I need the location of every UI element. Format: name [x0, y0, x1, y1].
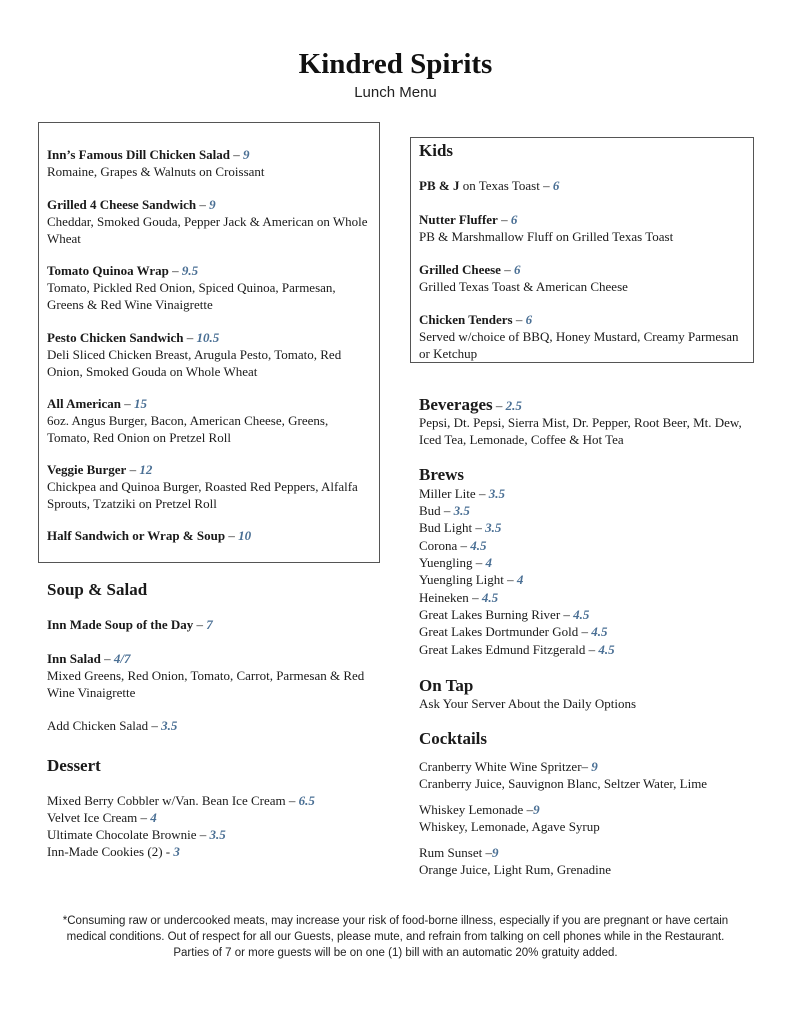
menu-item: PB & J on Texas Toast – 6 [419, 178, 560, 193]
item-name: Chicken Tenders [419, 312, 513, 327]
item-name: PB & J [419, 178, 460, 193]
item-price: 4 [150, 810, 157, 825]
menu-subtitle: Lunch Menu [354, 84, 437, 101]
item-name: Cranberry White Wine Spritzer [419, 759, 582, 774]
item-price: 6 [510, 212, 518, 227]
item-price: 4.5 [470, 538, 487, 553]
item-description: Romaine, Grapes & Walnuts on Croissant [47, 164, 265, 179]
section-heading: Cocktails [419, 729, 487, 748]
item-price: 7 [206, 617, 213, 632]
item-name: Nutter Fluffer [419, 212, 498, 227]
brew-item: Heineken – 4.5 [419, 590, 499, 605]
menu-item: Inn Salad – 4/7 Mixed Greens, Red Onion, Tomato, Carrot, Parmesan & Red Wine Vinaigrette [47, 650, 377, 701]
item-name: Inn Salad [47, 651, 101, 666]
item-price: 4.5 [591, 624, 608, 639]
item-description: Whiskey, Lemonade, Agave Syrup [419, 819, 600, 834]
item-price: 6.5 [298, 793, 315, 808]
item-name: Ultimate Chocolate Brownie [47, 827, 197, 842]
item-price: 4.5 [481, 590, 499, 605]
item-name: Tomato Quinoa Wrap [47, 263, 169, 278]
menu-item: Nutter Fluffer – 6 PB & Marshmallow Fluff on Grilled Texas Toast [419, 211, 749, 245]
footer-line: medical conditions. Out of respect for all our Guests, please mute, and refrain from talking on cell phones while in the Restaurant. [66, 931, 725, 943]
menu-item: Half Sandwich or Wrap & Soup – 10 [47, 528, 252, 543]
item-price: 12 [139, 462, 153, 477]
item-description: Served w/choice of BBQ, Honey Mustard, Creamy Parmesan or Ketchup [419, 329, 739, 361]
brew-item: Great Lakes Edmund Fitzgerald – 4.5 [419, 642, 615, 657]
item-name: Velvet Ice Cream [47, 810, 138, 825]
footer-disclaimer [20, 913, 771, 961]
menu-item: Grilled Cheese – 6 Grilled Texas Toast & American Cheese [419, 261, 749, 295]
item-price: 9 [533, 802, 540, 817]
menu-item: Veggie Burger – 12 Chickpea and Quinoa Burger, Roasted Red Peppers, Alfalfa Sprouts, Tzatziki on Pretzel Roll [47, 461, 373, 512]
brew-item: Great Lakes Burning River – 4.5 [419, 607, 590, 622]
item-price: 6 [552, 178, 560, 193]
item-price: 15 [134, 396, 148, 411]
item-price: 3.5 [161, 718, 178, 733]
menu-item: All American – 15 6oz. Angus Burger, Bacon, American Cheese, Greens, Tomato, Red Onion on Pretzel Roll [47, 395, 373, 446]
item-name: All American [47, 396, 122, 411]
item-name: Half Sandwich or Wrap & Soup [47, 528, 226, 543]
brew-item: Yuengling – 4 [419, 555, 492, 570]
menu-item: Inn’s Famous Dill Chicken Salad – 9 Romaine, Grapes & Walnuts on Croissant [47, 146, 373, 180]
cocktail-item: Cranberry White Wine Spritzer– 9 Cranberry Juice, Sauvignon Blanc, Seltzer Water, Lime [419, 758, 764, 792]
item-description: Pepsi, Dt. Pepsi, Sierra Mist, Dr. Pepper, Root Beer, Mt. Dew, Iced Tea, Lemonade, Coffee & Hot Tea [419, 415, 742, 447]
dessert-item: Inn-Made Cookies (2) - 3 [47, 844, 180, 859]
item-price: 3.5 [209, 827, 226, 842]
item-description: PB & Marshmallow Fluff on Grilled Texas Toast [419, 229, 674, 244]
item-name: Inn-Made Cookies (2) [47, 844, 163, 859]
item-description: Orange Juice, Light Rum, Grenadine [419, 862, 612, 877]
brew-item: Yuengling Light – 4 [419, 572, 524, 587]
item-description: Deli Sliced Chicken Breast, Arugula Pesto, Tomato, Red Onion, Smoked Gouda on Whole Wheat [47, 347, 342, 379]
item-description: Cranberry Juice, Sauvignon Blanc, Seltzer Water, Lime [419, 776, 708, 791]
item-price: 9 [243, 147, 250, 162]
item-price: 4 [516, 572, 524, 587]
menu-item: Tomato Quinoa Wrap – 9.5 Tomato, Pickled Red Onion, Spiced Quinoa, Parmesan, Greens & Red Wine Vinaigrette [47, 262, 373, 313]
item-description: Chickpea and Quinoa Burger, Roasted Red Peppers, Alfalfa Sprouts, Tzatziki on Pretzel Roll [47, 479, 358, 511]
item-name: Grilled 4 Cheese Sandwich [47, 197, 197, 212]
item-price: 9 [209, 197, 216, 212]
item-price: 4/7 [113, 651, 131, 666]
item-price: 9 [491, 845, 499, 860]
item-price: 10 [238, 528, 252, 543]
item-price: 3 [173, 844, 180, 859]
item-description: Mixed Greens, Red Onion, Tomato, Carrot, Parmesan & Red Wine Vinaigrette [47, 668, 365, 700]
item-price: 6 [525, 312, 533, 327]
brew-item: Corona – 4.5 [419, 538, 487, 553]
item-price: 3.5 [485, 520, 502, 535]
footer-line: *Consuming raw or undercooked meats, may increase your risk of food-borne illness, especially if you are pregnant or have certain [62, 915, 729, 927]
brew-item: Bud – 3.5 [419, 503, 470, 518]
beverages-section: Beverages – 2.5 Pepsi, Dt. Pepsi, Sierra Mist, Dr. Pepper, Root Beer, Mt. Dew, Iced Tea, Lemonade, Coffee & Hot Tea [419, 396, 759, 448]
footer-line: Parties of 7 or more guests will be on one (1) bill with an automatic 20% gratuity added. [173, 947, 618, 959]
menu-item: Inn Made Soup of the Day – 7 [47, 617, 213, 632]
dessert-item: Mixed Berry Cobbler w/Van. Bean Ice Cream – 6.5 [47, 793, 315, 808]
item-price: 4.5 [573, 607, 590, 622]
addon-item: Add Chicken Salad – 3.5 [47, 718, 178, 733]
item-price: 4 [485, 555, 492, 570]
dessert-item: Velvet Ice Cream – 4 [47, 810, 157, 825]
item-name: Whiskey Lemonade [419, 802, 524, 817]
section-heading: Soup & Salad [47, 580, 148, 599]
section-heading: Beverages [419, 395, 493, 414]
item-price: 3.5 [488, 486, 505, 501]
menu-item: Grilled 4 Cheese Sandwich – 9 Cheddar, Smoked Gouda, Pepper Jack & American on Whole Wheat [47, 196, 373, 247]
on-tap-description: Ask Your Server About the Daily Options [419, 696, 637, 711]
brew-item: Bud Light – 3.5 [419, 520, 502, 535]
item-description: Cheddar, Smoked Gouda, Pepper Jack & American on Whole Wheat [47, 214, 368, 246]
brew-item: Miller Lite – 3.5 [419, 486, 505, 501]
restaurant-title: Kindred Spirits [298, 48, 493, 80]
item-description: 6oz. Angus Burger, Bacon, American Cheese, Greens, Tomato, Red Onion on Pretzel Roll [47, 413, 329, 445]
item-name: Pesto Chicken Sandwich [47, 330, 184, 345]
cocktail-item: Rum Sunset –9 Orange Juice, Light Rum, Grenadine [419, 844, 764, 878]
menu-item: Chicken Tenders – 6 Served w/choice of BBQ, Honey Mustard, Creamy Parmesan or Ketchup [419, 311, 749, 362]
item-price: 9.5 [181, 263, 199, 278]
section-heading: On Tap [419, 676, 474, 695]
item-price: 3.5 [453, 503, 470, 518]
item-name: Inn Made Soup of the Day [47, 617, 194, 632]
item-price: 4.5 [598, 642, 615, 657]
section-heading: Dessert [47, 756, 101, 775]
item-price: 6 [513, 262, 521, 277]
item-name: Grilled Cheese [419, 262, 501, 277]
item-description: Tomato, Pickled Red Onion, Spiced Quinoa, Parmesan, Greens & Red Wine Vinaigrette [47, 280, 336, 312]
section-heading: Kids [419, 141, 454, 160]
dessert-item: Ultimate Chocolate Brownie – 3.5 [47, 827, 226, 842]
item-price: 10.5 [196, 330, 220, 345]
item-price: 2.5 [505, 398, 522, 413]
section-heading: Brews [419, 465, 465, 484]
cocktail-item: Whiskey Lemonade –9 Whiskey, Lemonade, Agave Syrup [419, 801, 764, 835]
brew-item: Great Lakes Dortmunder Gold – 4.5 [419, 624, 608, 639]
menu-item: Pesto Chicken Sandwich – 10.5 Deli Sliced Chicken Breast, Arugula Pesto, Tomato, Red Onion, Smoked Gouda on Whole Wheat [47, 329, 373, 380]
item-name: Add Chicken Salad [47, 718, 149, 733]
item-name: Inn’s Famous Dill Chicken Salad [47, 147, 231, 162]
item-name: Veggie Burger [47, 462, 127, 477]
item-name: Rum Sunset [419, 845, 483, 860]
item-price: 9 [591, 759, 598, 774]
item-name: Mixed Berry Cobbler w/Van. Bean Ice Cream [47, 793, 286, 808]
item-description: Grilled Texas Toast & American Cheese [419, 279, 628, 294]
